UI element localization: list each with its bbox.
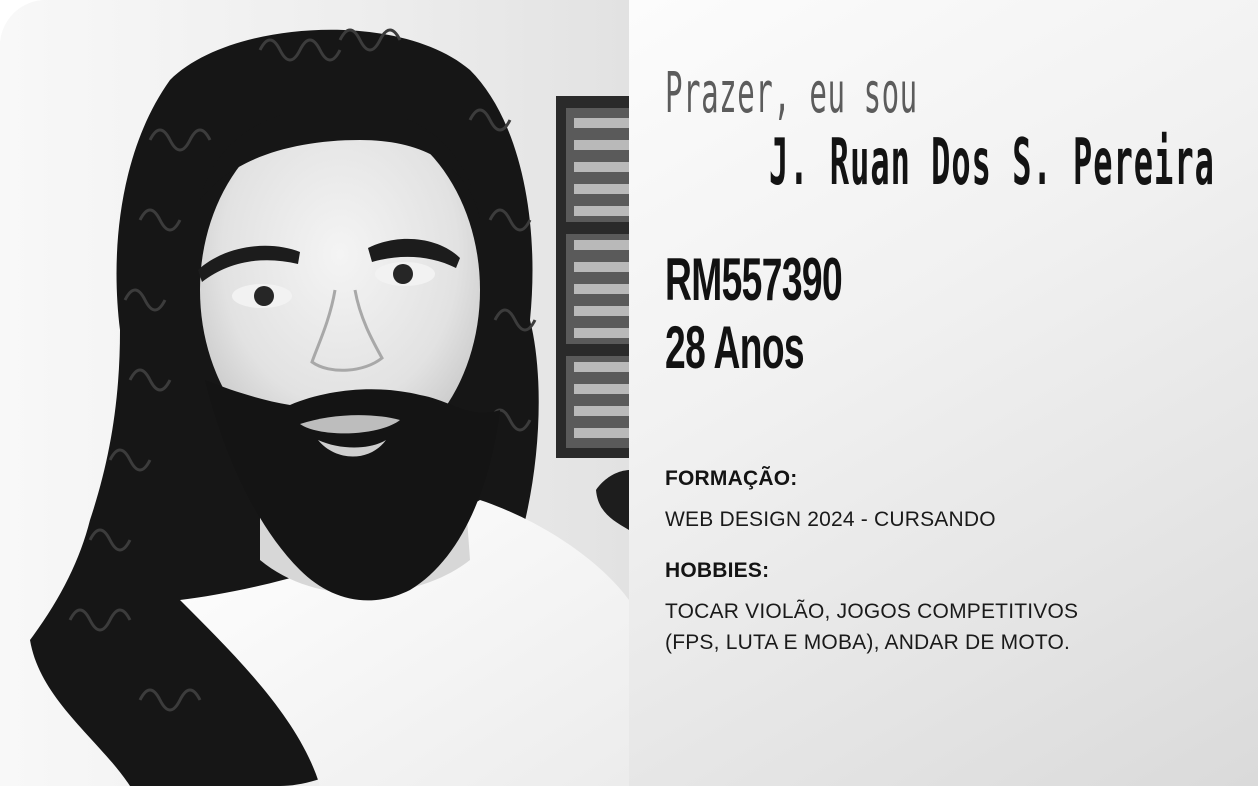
hobbies-text-line-1: TOCAR VIOLÃO, JOGOS COMPETITIVOS: [665, 600, 1079, 623]
info-panel: [629, 0, 1258, 786]
full-name: J. Ruan Dos S. Pereira: [769, 126, 1215, 200]
registration-number: RM557390: [665, 246, 843, 313]
age-text: 28 Anos: [665, 314, 804, 381]
formacao-text: WEB DESIGN 2024 - CURSANDO: [665, 508, 996, 531]
formacao-title: FORMAÇÃO:: [665, 467, 798, 490]
formacao-section: [665, 466, 996, 535]
window-shutter: [556, 96, 629, 458]
hobbies-text-line-2: (FPS, LUTA E MOBA), ANDAR DE MOTO.: [665, 631, 1071, 654]
hobbies-title: HOBBIES:: [665, 559, 770, 582]
greeting-text: Prazer, eu sou: [665, 61, 918, 126]
hobbies-section: [665, 558, 1078, 658]
id-block: [665, 246, 951, 382]
